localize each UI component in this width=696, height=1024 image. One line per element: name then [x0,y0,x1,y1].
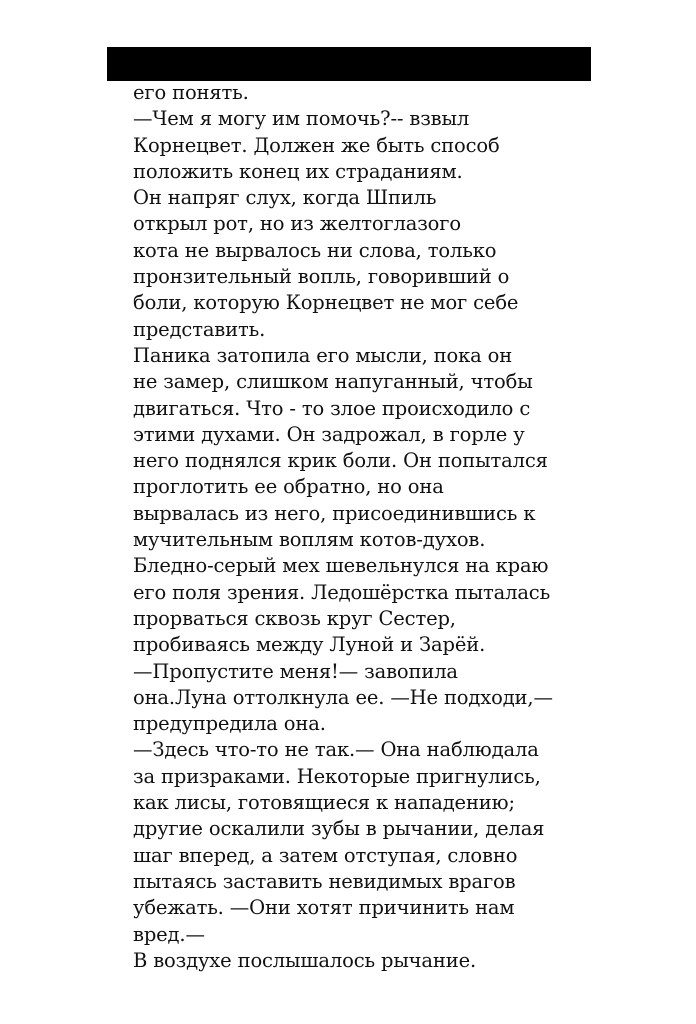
text-line: предупредила она. [133,712,326,736]
text-line: Корнецвет. Должен же быть способ [133,133,500,157]
text-line: положить конец их страданиям. [133,159,463,183]
text-line: за призраками. Некоторые пригнулись, [133,764,541,788]
text-line: —Чем я могу им помочь?-- взвыл [133,107,470,131]
text-line: как лисы, готовящиеся к нападению; [133,791,515,815]
text-line: пронзительный вопль, говоривший о [133,265,510,289]
redaction-bar [107,47,591,81]
text-line: другие оскалили зубы в рычании, делая [133,817,545,841]
text-line: этими духами. Он задрожал, в горле у [133,422,525,446]
text-line: его поля зрения. Ледошёрстка пыталась [133,580,551,604]
text-line: его понять. [133,81,249,104]
text-line: вред.— [133,922,205,946]
text-line: пробиваясь между Луной и Зарёй. [133,633,486,657]
text-line: него поднялся крик боли. Он попытался [133,449,548,473]
text-line: Он напряг слух, когда Шпиль [133,186,437,210]
text-line: открыл рот, но из желтоглазого [133,212,461,236]
text-line: вырвалась из него, присоединившись к [133,501,536,525]
text-line: убежать. —Они хотят причинить нам [133,896,515,920]
text-line: шаг вперед, а затем отступая, словно [133,843,518,867]
text-line: Паника затопила его мысли, пока он [133,343,513,367]
text-line: представить. [133,317,266,341]
text-line: —Здесь что-то не так.— Она наблюдала [133,738,539,762]
text-line: она.Луна оттолкнула ее. —Не подходи,— [133,685,553,709]
text-line: —Пропустите меня!— завопила [133,659,458,683]
text-line: мучительным воплям котов-духов. [133,528,486,552]
text-line: В воздухе послышалось рычание. [133,948,477,972]
text-line: двигаться. Что - то злое происходило с [133,396,531,420]
document-text [133,80,593,974]
text-line: боли, которую Корнецвет не мог себе [133,291,519,315]
text-line: не замер, слишком напуганный, чтобы [133,370,533,394]
text-line: проглотить ее обратно, но она [133,475,444,499]
text-line: прорваться сквозь круг Сестер, [133,606,456,630]
text-line: Бледно-серый мех шевельнулся на краю [133,554,549,578]
text-line: кота не вырвалось ни слова, только [133,238,497,262]
text-line: пытаясь заставить невидимых врагов [133,869,516,893]
